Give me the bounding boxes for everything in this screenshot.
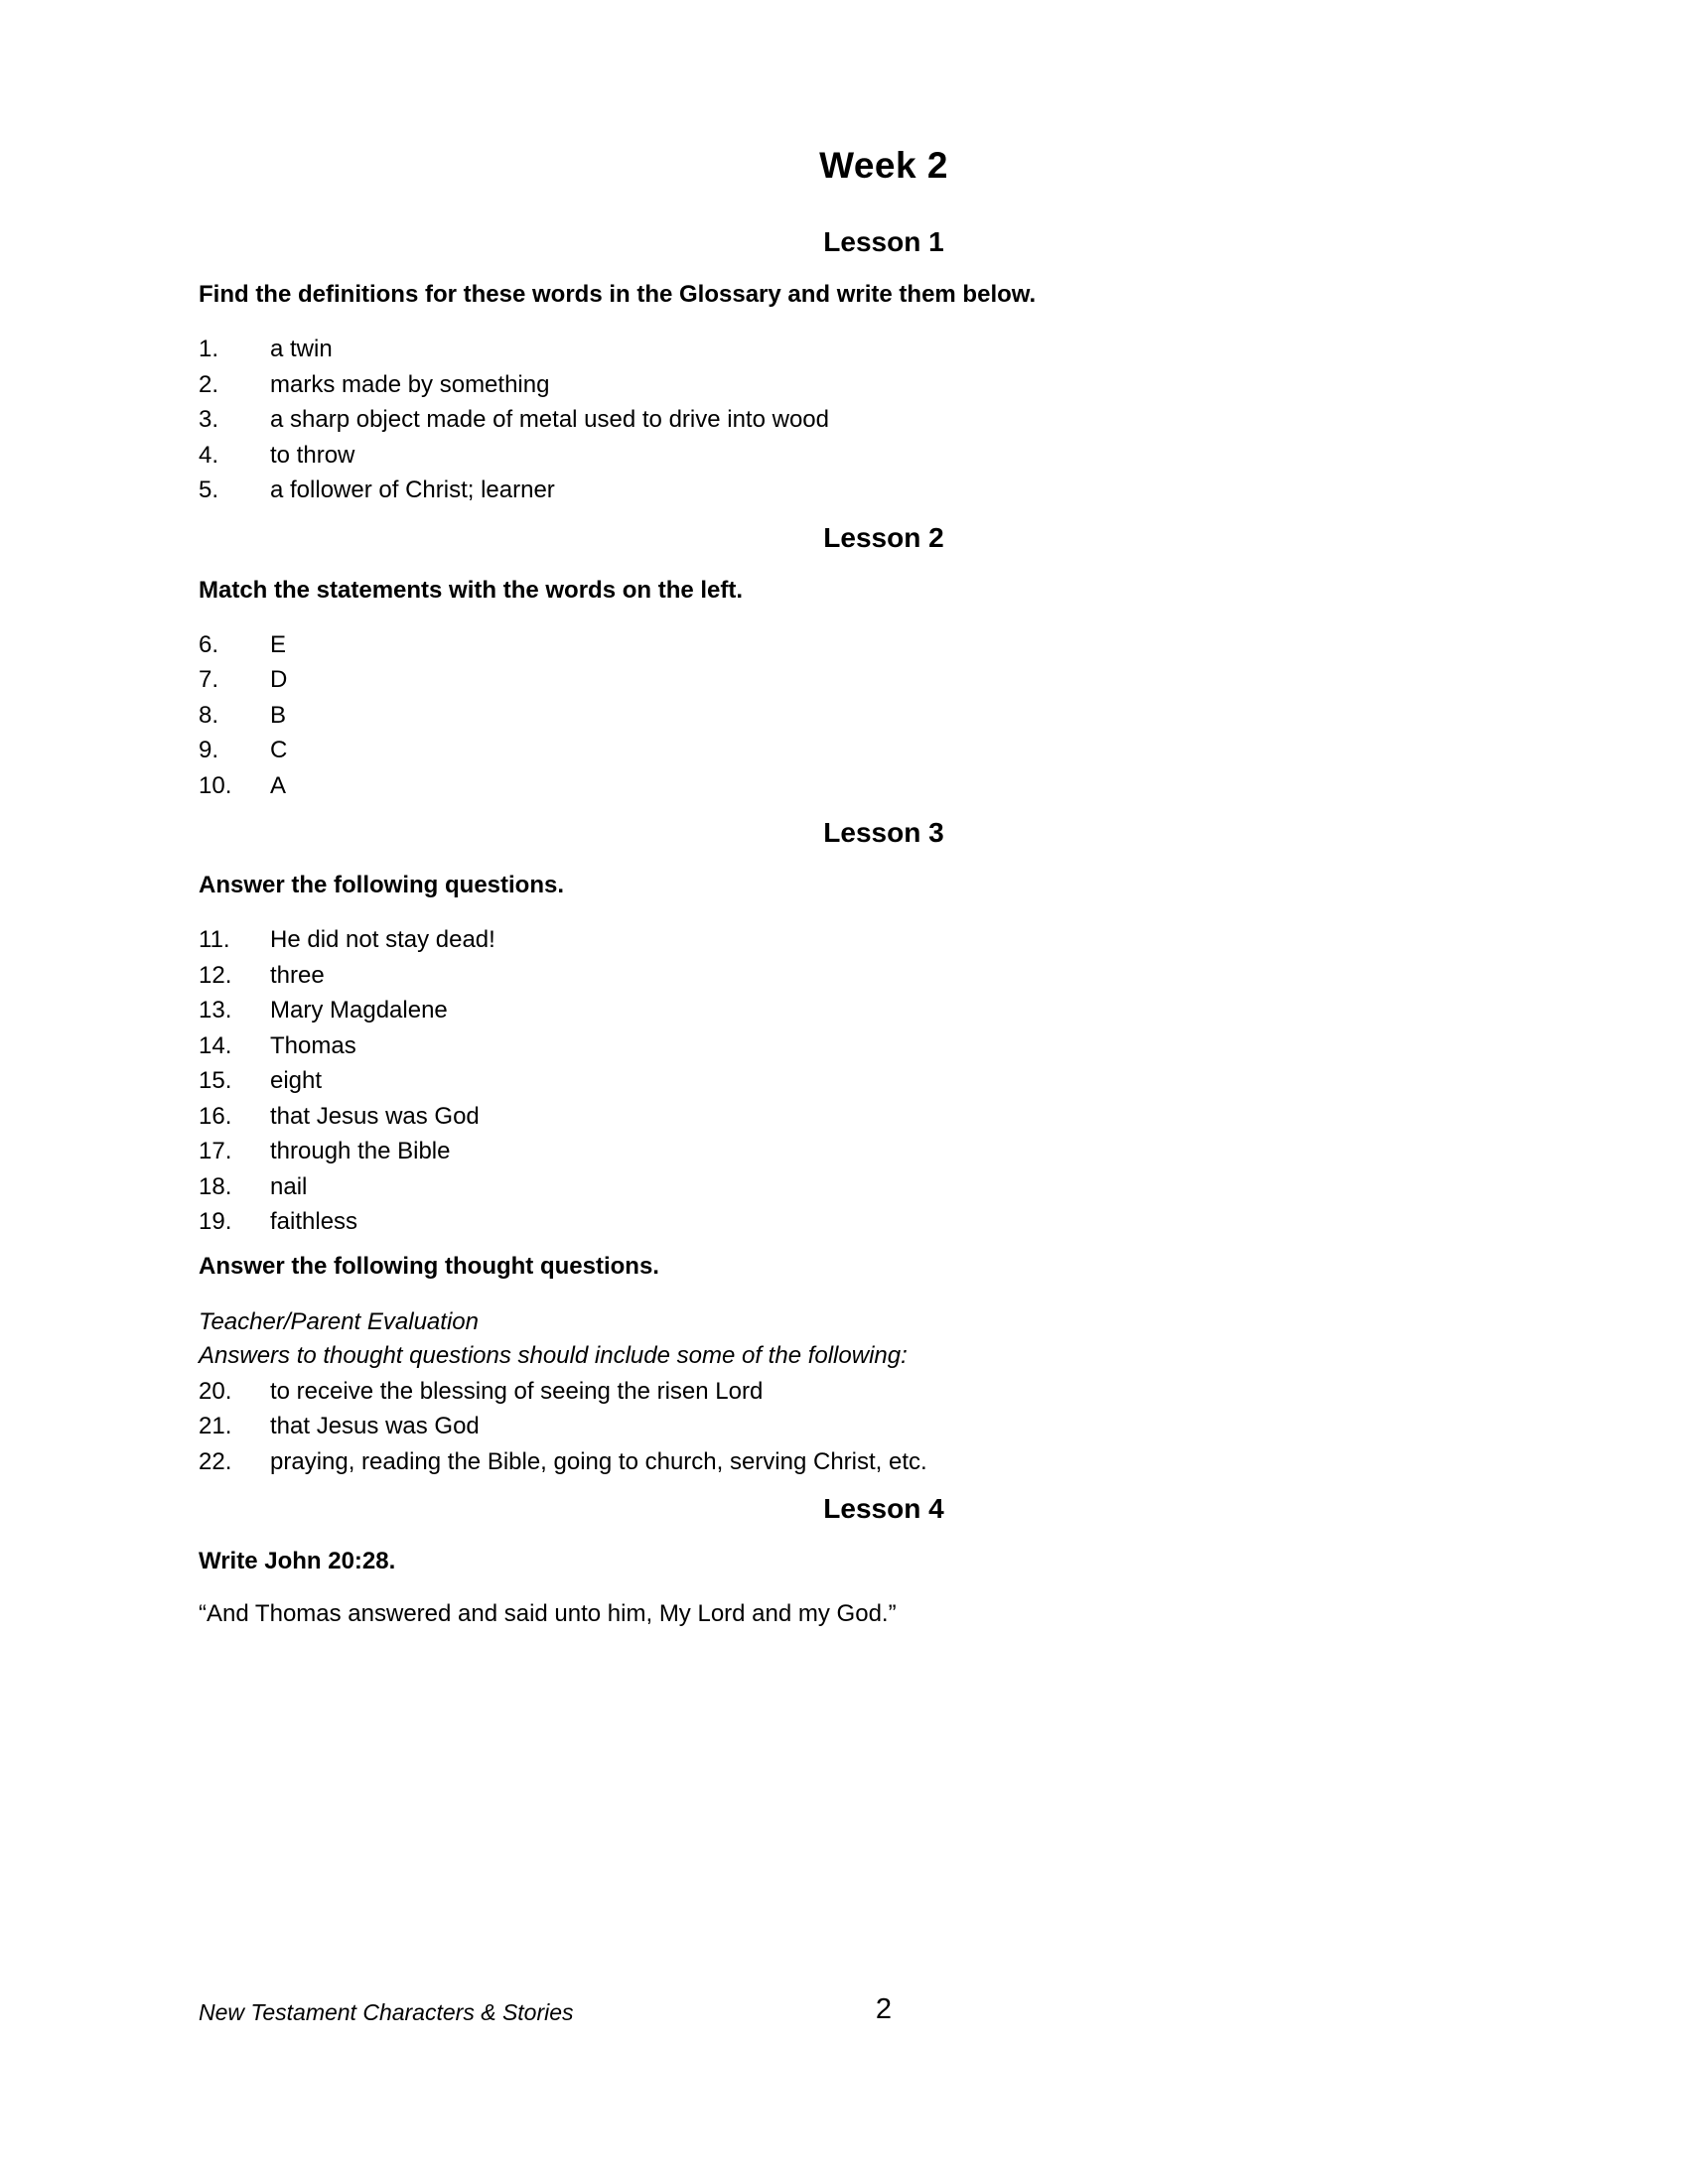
answer-list	[199, 922, 1569, 1240]
item-text: a sharp object made of metal used to drive into wood	[270, 406, 829, 433]
item-number: 11.	[199, 926, 230, 953]
answer-list	[199, 627, 1569, 804]
list-item	[199, 473, 1569, 508]
item-number: 9.	[199, 737, 219, 763]
item-number: 3.	[199, 406, 219, 433]
thought-answer-list	[199, 1374, 1569, 1480]
item-text: faithless	[270, 1208, 358, 1235]
item-text: C	[270, 737, 288, 763]
thought-questions-instruction: Answer the following thought questions.	[199, 1252, 659, 1280]
item-text: a follower of Christ; learner	[270, 477, 555, 503]
item-number: 13.	[199, 997, 232, 1024]
list-item	[199, 662, 1569, 698]
list-item	[199, 1099, 1569, 1135]
verse-quote: “And Thomas answered and said unto him, My Lord and my God.”	[199, 1600, 897, 1627]
list-item	[199, 958, 1569, 994]
list-item	[199, 1409, 1569, 1444]
item-text: B	[270, 701, 287, 729]
item-number: 18.	[199, 1172, 232, 1200]
page-footer	[199, 1993, 1569, 2033]
item-number: 14.	[199, 1031, 232, 1059]
list-item	[199, 1444, 1569, 1480]
lesson-heading: Lesson 2	[823, 521, 944, 553]
footer-book-title: New Testament Characters & Stories	[199, 1999, 574, 2025]
item-number: 6.	[199, 630, 219, 658]
list-item	[199, 768, 1569, 804]
item-number: 4.	[199, 441, 219, 469]
answer-list	[199, 332, 1569, 508]
page-title: Week 2	[819, 145, 948, 186]
item-text: three	[270, 961, 325, 989]
item-number: 7.	[199, 666, 219, 693]
list-item	[199, 367, 1569, 403]
item-number: 5.	[199, 477, 219, 503]
lesson-instruction: Answer the following questions.	[199, 872, 565, 898]
item-text: E	[270, 630, 287, 658]
lesson-instruction: Match the statements with the words on the left.	[199, 576, 744, 604]
list-item	[199, 627, 1569, 663]
item-text: through the Bible	[270, 1138, 451, 1164]
list-item	[199, 993, 1569, 1028]
item-number: 2.	[199, 370, 219, 398]
lesson-section-4	[199, 1493, 1569, 1629]
lesson-heading: Lesson 3	[823, 817, 944, 848]
list-item	[199, 1134, 1569, 1169]
list-item	[199, 1374, 1569, 1410]
lesson-instruction: Write John 20:28.	[199, 1548, 396, 1574]
item-text: eight	[270, 1067, 323, 1094]
lesson-section-3	[199, 817, 1569, 1479]
item-number: 1.	[199, 336, 219, 362]
list-item	[199, 733, 1569, 768]
list-item	[199, 922, 1569, 958]
item-text: nail	[270, 1172, 308, 1200]
item-text: that Jesus was God	[270, 1102, 480, 1130]
item-number: 10.	[199, 771, 232, 799]
item-number: 22.	[199, 1447, 232, 1475]
item-number: 8.	[199, 701, 219, 729]
lesson-instruction: Find the definitions for these words in the Glossary and write them below.	[199, 281, 1037, 308]
lesson-heading: Lesson 1	[823, 226, 944, 257]
list-item	[199, 402, 1569, 438]
evaluation-note: Answers to thought questions should include some of the following:	[199, 1342, 908, 1369]
footer-page-number: 2	[875, 1993, 893, 2025]
list-item	[199, 1063, 1569, 1099]
item-text: to receive the blessing of seeing the risen Lord	[270, 1377, 764, 1405]
lesson-section-1	[199, 226, 1569, 508]
evaluation-label: Teacher/Parent Evaluation	[199, 1307, 479, 1335]
item-text: that Jesus was God	[270, 1413, 480, 1439]
item-text: to throw	[270, 441, 355, 469]
item-text: a twin	[270, 336, 333, 362]
item-text: Thomas	[270, 1031, 356, 1059]
item-text: D	[270, 666, 288, 693]
lesson-heading: Lesson 4	[823, 1493, 944, 1524]
list-item	[199, 1169, 1569, 1205]
item-text: praying, reading the Bible, going to church, serving Christ, etc.	[270, 1447, 927, 1475]
item-text: Mary Magdalene	[270, 997, 448, 1024]
item-number: 16.	[199, 1102, 232, 1130]
item-text: He did not stay dead!	[270, 926, 495, 953]
list-item	[199, 332, 1569, 367]
list-item	[199, 1028, 1569, 1064]
item-text: A	[270, 771, 287, 799]
item-number: 12.	[199, 961, 232, 989]
list-item	[199, 698, 1569, 734]
item-number: 20.	[199, 1377, 232, 1405]
item-number: 17.	[199, 1138, 232, 1164]
item-number: 21.	[199, 1413, 232, 1439]
item-text: marks made by something	[270, 370, 550, 398]
item-number: 19.	[199, 1208, 232, 1235]
list-item	[199, 1204, 1569, 1240]
item-number: 15.	[199, 1067, 232, 1094]
list-item	[199, 438, 1569, 474]
lesson-section-2	[199, 522, 1569, 804]
